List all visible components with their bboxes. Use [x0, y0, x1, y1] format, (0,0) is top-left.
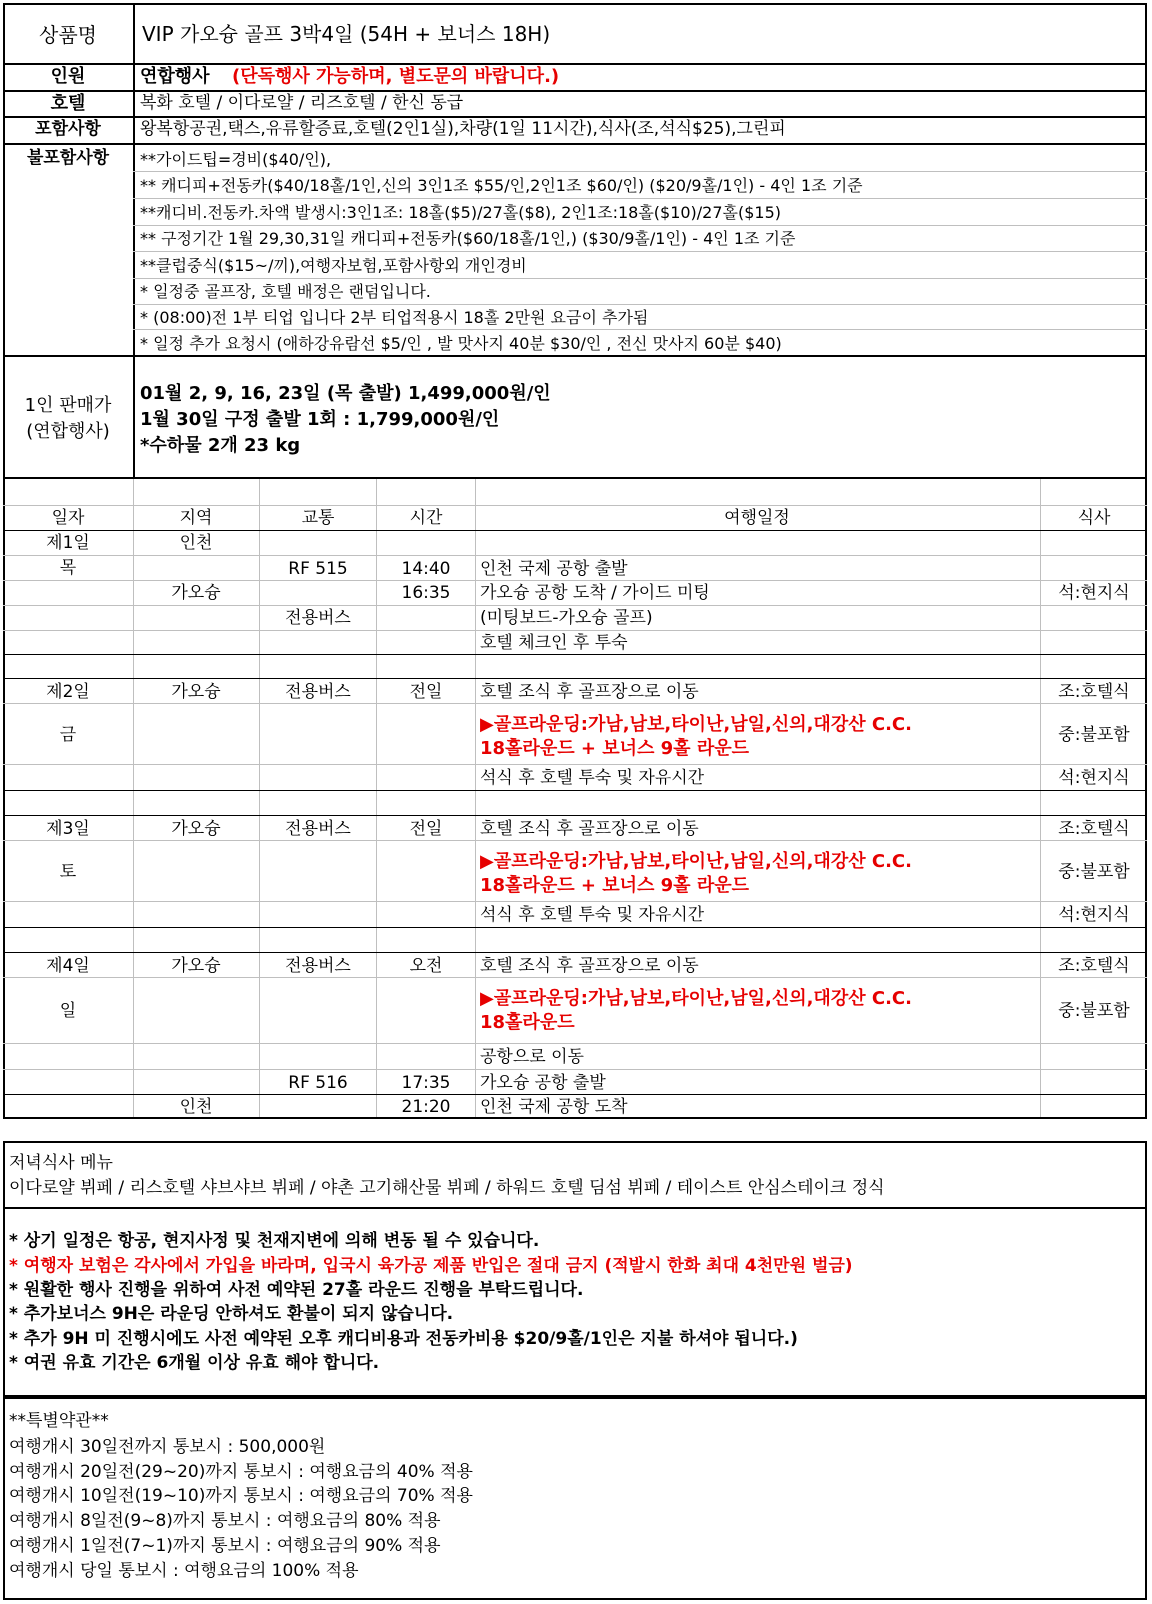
- day2-item: 호텔 조식 후 골프장으로 이동: [480, 682, 699, 702]
- row-sep: [133, 198, 1147, 199]
- row-sep: [3, 815, 1147, 816]
- row-sep: [3, 530, 1147, 531]
- row-sep: [3, 840, 1147, 841]
- excluded-item: ** 구정기간 1월 29,30,31일 캐디피+전동카($60/18홀/1인,) ($30/9홀/1인) - 4인 1조 기준: [140, 229, 796, 248]
- price-label-sub: (연합행사): [26, 421, 110, 442]
- people-value: 연합행사: [140, 66, 210, 87]
- excluded-item: **가이드팁=경비($40/인),: [140, 150, 332, 169]
- day1-time: 16:35: [401, 583, 451, 603]
- terms-item: 여행개시 8일전(9~8)까지 통보시 : 여행요금의 80% 적용: [9, 1511, 441, 1531]
- product-name: VIP 가오슝 골프 3박4일 (54H + 보너스 18H): [142, 22, 551, 46]
- dinner-list: 이다로얄 뷔페 / 리스호텔 샤브샤브 뷔페 / 야촌 고기해산물 뷔페 / 하워드 호텔 딤섬 뷔페 / 테이스트 안심스테이크 정식: [9, 1178, 885, 1198]
- notice-item: * 여권 유효 기간은 6개월 이상 유효 해야 합니다.: [9, 1353, 380, 1373]
- day3-label: 제3일: [46, 819, 90, 839]
- col-sep: [1040, 479, 1041, 1118]
- row-sep: [3, 555, 1147, 556]
- day2-golf: 18홀라운드 + 보너스 9홀 라운드: [480, 738, 749, 759]
- col-header-time: 시간: [409, 508, 443, 528]
- row-sep: [3, 1117, 1147, 1119]
- row-sep: [133, 278, 1147, 279]
- day4-region: 인천: [179, 1097, 213, 1117]
- row-sep: [3, 605, 1147, 606]
- day1-region: 인천: [179, 533, 213, 553]
- dinner-box: [3, 1141, 1147, 1209]
- included-value: 왕복항공권,택스,유류할증료,호텔(2인1실),차량(1일 11시간),식사(조,석식$25),그린피: [140, 119, 786, 139]
- day4-time: 17:35: [401, 1073, 451, 1093]
- day3-meal: 중:불포함: [1058, 862, 1130, 882]
- row-sep: [133, 329, 1147, 330]
- row-sep: [133, 304, 1147, 305]
- row-sep: [3, 927, 1147, 928]
- day3-golf: 18홀라운드 + 보너스 9홀 라운드: [480, 875, 749, 896]
- day3-time: 전일: [409, 819, 443, 839]
- row-sep: [3, 505, 1147, 506]
- day3-meal: 조:호텔식: [1058, 819, 1130, 839]
- day1-time: 14:40: [401, 559, 451, 579]
- day4-dow: 일: [59, 1001, 77, 1021]
- row-sep: [3, 116, 1147, 118]
- day4-region: 가오슝: [171, 956, 221, 976]
- col-header-itinerary: 여행일정: [724, 508, 790, 528]
- day1-dow: 목: [59, 558, 77, 578]
- row-sep: [3, 901, 1147, 902]
- people-note: (단독행사 가능하며, 별도문의 바랍니다.): [232, 66, 560, 87]
- header-divider: [133, 3, 135, 479]
- day4-time: 오전: [409, 956, 443, 976]
- day3-item: 호텔 조식 후 골프장으로 이동: [480, 819, 699, 839]
- col-header-meal: 식사: [1077, 508, 1111, 528]
- row-sep: [3, 580, 1147, 581]
- terms-title: **특별약관**: [9, 1411, 109, 1431]
- col-header-date: 일자: [51, 508, 85, 528]
- dinner-title: 저녁식사 메뉴: [9, 1153, 113, 1173]
- day2-meal: 중:불포함: [1058, 725, 1130, 745]
- day1-transport: 전용버스: [285, 608, 351, 628]
- day3-item: 석식 후 호텔 투숙 및 자유시간: [480, 905, 705, 925]
- day1-label: 제1일: [46, 533, 90, 553]
- price-line: *수하물 2개 23 kg: [140, 435, 301, 456]
- terms-item: 여행개시 당일 통보시 : 여행요금의 100% 적용: [9, 1561, 359, 1581]
- excluded-label: 불포함사항: [26, 148, 110, 168]
- notice-item: * 상기 일정은 항공, 현지사정 및 천재지변에 의해 변동 될 수 있습니다.: [9, 1231, 540, 1251]
- col-header-transport: 교통: [301, 508, 335, 528]
- day4-item: 호텔 조식 후 골프장으로 이동: [480, 956, 699, 976]
- day2-transport: 전용버스: [285, 682, 351, 702]
- day1-item: 가오슝 공항 도착 / 가이드 미팅: [480, 583, 710, 603]
- terms-item: 여행개시 20일전(29~20)까지 통보시 : 여행요금의 40% 적용: [9, 1462, 473, 1482]
- day4-item: 인천 국제 공항 도착: [480, 1097, 628, 1117]
- hotel-value: 복화 호텔 / 이다로얄 / 리즈호텔 / 한신 동급: [140, 93, 464, 113]
- row-sep: [133, 225, 1147, 226]
- col-sep: [133, 479, 134, 1118]
- row-sep: [133, 171, 1147, 172]
- day1-item: 호텔 체크인 후 투숙: [480, 633, 628, 653]
- day4-meal: 조:호텔식: [1058, 956, 1130, 976]
- day1-region: 가오슝: [171, 583, 221, 603]
- day1-item: (미팅보드-가오슝 골프): [480, 608, 653, 628]
- col-sep: [376, 479, 377, 1118]
- hotel-label: 호텔: [50, 93, 86, 114]
- row-sep: [3, 90, 1147, 92]
- row-sep: [3, 1094, 1147, 1095]
- price-label: 1인 판매가: [24, 395, 112, 416]
- notice-item: * 여행자 보험은 각사에서 가입을 바라며, 입국시 육가공 제품 반입은 절대 금지 (적발시 한화 최대 4천만원 벌금): [9, 1256, 853, 1276]
- row-sep: [3, 952, 1147, 953]
- day4-meal: 중:불포함: [1058, 1001, 1130, 1021]
- day4-time: 21:20: [401, 1097, 451, 1117]
- notice-item: * 원활한 행사 진행을 위하여 사전 예약된 27홀 라운드 진행을 부탁드립니다.: [9, 1280, 584, 1300]
- col-header-region: 지역: [179, 508, 213, 528]
- day2-dow: 금: [59, 725, 77, 745]
- product-label: 상품명: [39, 23, 97, 47]
- row-sep: [3, 355, 1147, 357]
- row-sep: [3, 143, 1147, 145]
- day2-label: 제2일: [46, 682, 90, 702]
- row-sep: [3, 630, 1147, 631]
- day4-golf: 18홀라운드: [480, 1012, 575, 1033]
- excluded-item: **캐디비.전동카.차액 발생시:3인1조: 18홀($5)/27홀($8), 2인1조:18홀($10)/27홀($15): [140, 203, 782, 222]
- row-sep: [3, 654, 1147, 655]
- excluded-item: * 일정 추가 요청시 (애하강유람선 $5/인 , 발 맛사지 40분 $30/인 , 전신 맛사지 60분 $40): [140, 334, 782, 353]
- day2-time: 전일: [409, 682, 443, 702]
- day1-transport: RF 515: [288, 559, 348, 579]
- included-label: 포함사항: [35, 119, 101, 139]
- col-sep: [475, 479, 476, 1118]
- day4-item: 가오슝 공항 출발: [480, 1073, 606, 1093]
- day1-item: 인천 국제 공항 출발: [480, 559, 628, 579]
- day4-transport: 전용버스: [285, 956, 351, 976]
- day3-transport: 전용버스: [285, 819, 351, 839]
- terms-item: 여행개시 10일전(19~10)까지 통보시 : 여행요금의 70% 적용: [9, 1486, 473, 1506]
- day2-golf: ▶골프라운딩:가남,남보,타이난,남일,신의,대강산 C.C.: [480, 714, 912, 735]
- day2-item: 석식 후 호텔 투숙 및 자유시간: [480, 768, 705, 788]
- row-sep: [3, 1043, 1147, 1044]
- row-sep: [3, 63, 1147, 65]
- notice-item: * 추가보너스 9H은 라운딩 안하셔도 환불이 되지 않습니다.: [9, 1304, 454, 1324]
- terms-item: 여행개시 1일전(7~1)까지 통보시 : 여행요금의 90% 적용: [9, 1536, 441, 1556]
- row-sep: [3, 678, 1147, 679]
- day4-item: 공항으로 이동: [480, 1047, 584, 1067]
- notice-item: * 추가 9H 미 진행시에도 사전 예약된 오후 캐디비용과 전동카비용 $20/9홀/1인은 지불 하셔야 됩니다.): [9, 1329, 798, 1349]
- day2-region: 가오슝: [171, 682, 221, 702]
- day3-dow: 토: [59, 862, 77, 882]
- day4-golf: ▶골프라운딩:가남,남보,타이난,남일,신의,대강산 C.C.: [480, 988, 912, 1009]
- row-sep: [3, 790, 1147, 791]
- price-line: 01월 2, 9, 16, 23일 (목 출발) 1,499,000원/인: [140, 383, 551, 404]
- row-sep: [3, 703, 1147, 704]
- day1-meal: 석:현지식: [1058, 583, 1130, 603]
- day3-region: 가오슝: [171, 819, 221, 839]
- row-sep: [133, 251, 1147, 252]
- day2-meal: 석:현지식: [1058, 768, 1130, 788]
- price-line: 1월 30일 구정 출발 1회 : 1,799,000원/인: [140, 409, 500, 430]
- col-sep: [259, 479, 260, 1118]
- day3-golf: ▶골프라운딩:가남,남보,타이난,남일,신의,대강산 C.C.: [480, 851, 912, 872]
- excluded-item: ** 캐디피+전동카($40/18홀/1인,신의 3인1조 $55/인,2인1조 $60/인) ($20/9홀/1인) - 4인 1조 기준: [140, 176, 863, 195]
- excluded-item: * (08:00)전 1부 티업 입니다 2부 티업적용시 18홀 2만원 요금이 추가됨: [140, 308, 649, 327]
- row-sep: [3, 764, 1147, 765]
- day4-label: 제4일: [46, 956, 90, 976]
- day3-meal: 석:현지식: [1058, 905, 1130, 925]
- excluded-item: **클럽중식($15~/끼),여행자보험,포함사항외 개인경비: [140, 256, 527, 275]
- row-sep: [3, 1069, 1147, 1070]
- day4-transport: RF 516: [288, 1073, 348, 1093]
- row-sep: [3, 977, 1147, 978]
- terms-item: 여행개시 30일전까지 통보시 : 500,000원: [9, 1437, 326, 1457]
- people-label: 인원: [50, 66, 86, 87]
- day2-meal: 조:호텔식: [1058, 682, 1130, 702]
- excluded-item: * 일정중 골프장, 호텔 배정은 랜덤입니다.: [140, 282, 431, 301]
